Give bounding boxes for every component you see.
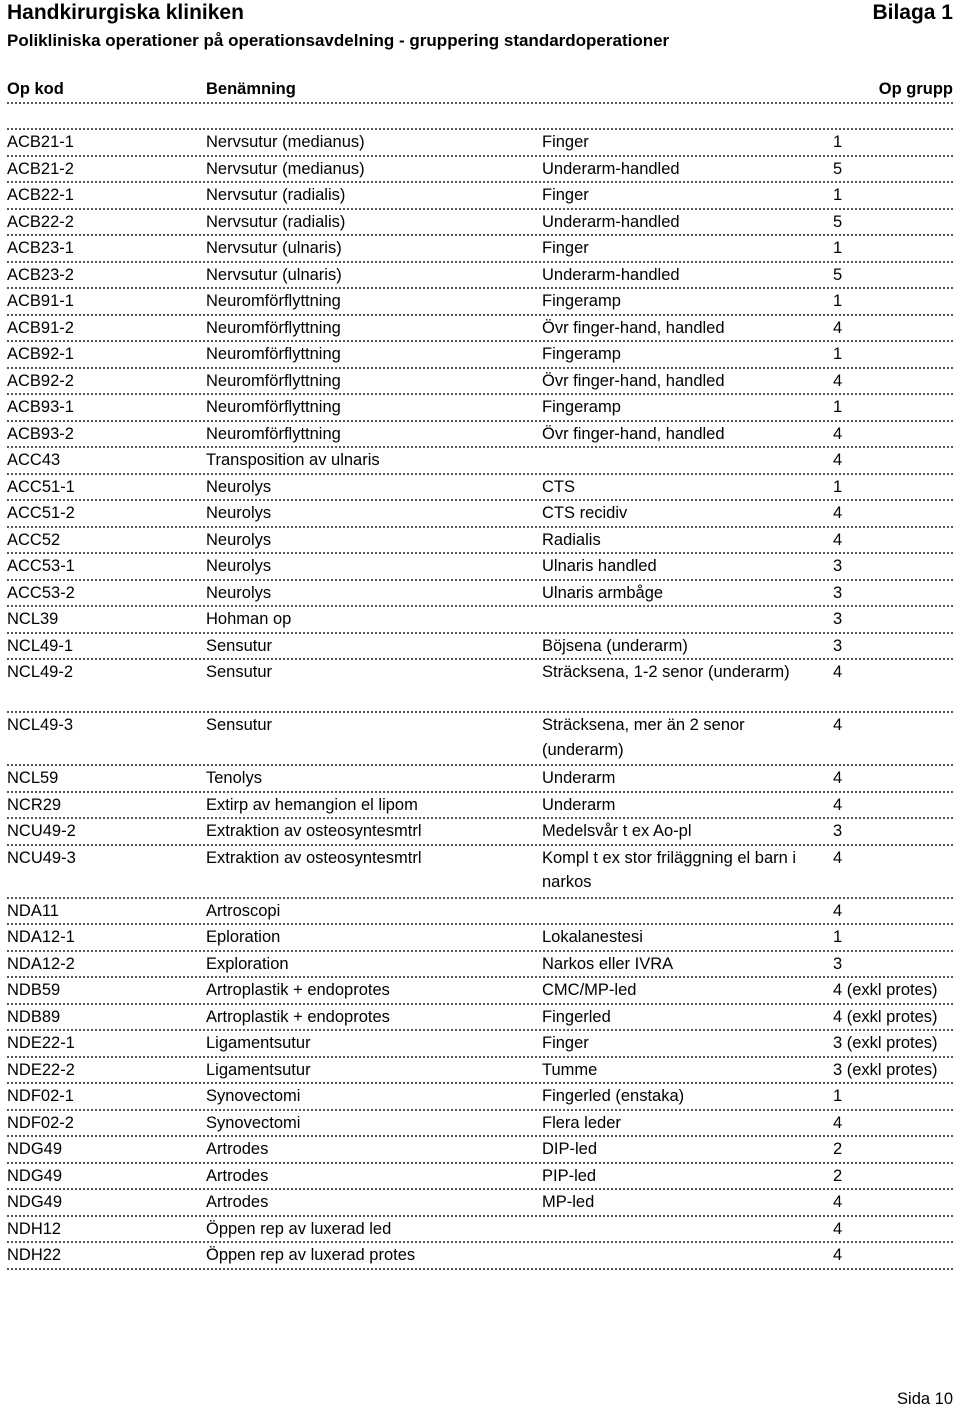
cell-group: 3 xyxy=(833,583,843,602)
title-row xyxy=(7,0,953,26)
cell-code: NCL49-2 xyxy=(7,663,74,681)
table-row xyxy=(7,475,953,502)
cell-group: 4 xyxy=(833,318,843,337)
table-row xyxy=(7,395,953,422)
table-row xyxy=(7,1164,953,1191)
table-row xyxy=(7,1137,953,1164)
cell-name: Artroscopi xyxy=(206,901,281,920)
column-header-group: Op grupp xyxy=(878,80,953,98)
table-row xyxy=(7,210,953,237)
cell-detail: MP-led xyxy=(542,1193,595,1211)
cell-name: Neuromförflyttning xyxy=(206,292,341,310)
table-row xyxy=(7,581,953,608)
table-row xyxy=(7,978,953,1005)
cell-detail: PIP-led xyxy=(542,1166,597,1185)
cell-group: 1 xyxy=(833,186,843,204)
cell-detail: Fingeramp xyxy=(542,292,621,310)
cell-code: NDA12-2 xyxy=(7,954,75,973)
cell-group: 1 xyxy=(833,239,843,257)
cell-group: 3 xyxy=(833,954,843,973)
cell-code: NDH12 xyxy=(7,1219,62,1238)
cell-group: 3 xyxy=(833,557,843,575)
table-row xyxy=(7,236,953,263)
cell-detail: Ulnaris armbåge xyxy=(542,583,664,602)
table-row xyxy=(7,1058,953,1085)
cell-code: NDG49 xyxy=(7,1193,63,1211)
cell-detail: Lokalanestesi xyxy=(542,928,643,946)
table-row xyxy=(7,316,953,343)
cell-detail: Underarm-handled xyxy=(542,212,680,231)
cell-code: NDF02-1 xyxy=(7,1087,74,1105)
cell-group: 5 xyxy=(833,265,843,284)
table-row xyxy=(7,713,953,766)
cell-group: 1 xyxy=(833,292,843,310)
table-header xyxy=(7,78,953,104)
cell-code: ACB92-2 xyxy=(7,371,74,390)
cell-group: 4 xyxy=(833,1219,843,1238)
cell-group: 3 xyxy=(833,822,843,840)
cell-name: Artroplastik + endoprotes xyxy=(206,1007,390,1026)
document-subtitle: Polikliniska operationer på operationsavdelning - gruppering standardoperationer xyxy=(7,31,670,50)
cell-name: Tenolys xyxy=(206,769,262,787)
table-row xyxy=(7,1190,953,1217)
table-row xyxy=(7,1111,953,1138)
cell-code: ACB23-2 xyxy=(7,265,74,284)
table-row xyxy=(7,952,953,979)
cell-detail: DIP-led xyxy=(542,1140,598,1158)
cell-code: NDH22 xyxy=(7,1246,62,1264)
cell-code: NCL39 xyxy=(7,610,59,628)
cell-code: ACB93-2 xyxy=(7,424,74,443)
cell-name: Artroplastik + endoprotes xyxy=(206,981,390,999)
cell-name: Extraktion av osteosyntesmtrl xyxy=(206,848,422,867)
cell-group: 1 xyxy=(833,477,843,496)
cell-group: 4 xyxy=(833,716,843,734)
cell-code: ACC51-1 xyxy=(7,477,75,496)
cell-name: Neurolys xyxy=(206,504,272,522)
cell-group: 4 xyxy=(833,451,843,469)
cell-group: 4 xyxy=(833,663,843,681)
cell-name: Neuromförflyttning xyxy=(206,424,341,443)
cell-detail: Övr finger-hand, handled xyxy=(542,371,725,390)
cell-group: 4 xyxy=(833,504,843,522)
cell-name: Sensutur xyxy=(206,636,273,655)
cell-detail: Sträcksena, mer än 2 senor (underarm) xyxy=(542,716,745,759)
cell-detail: CTS xyxy=(542,477,575,496)
table-row xyxy=(7,289,953,316)
cell-name: Neuromförflyttning xyxy=(206,345,341,363)
cell-code: ACC52 xyxy=(7,530,61,549)
cell-code: NDA11 xyxy=(7,901,59,920)
cell-detail: Sträcksena, 1-2 senor (underarm) xyxy=(542,663,790,681)
cell-detail: Fingerled (enstaka) xyxy=(542,1087,685,1105)
table-row xyxy=(7,528,953,555)
cell-code: ACB23-1 xyxy=(7,239,74,257)
cell-name: Ligamentsutur xyxy=(206,1060,311,1079)
cell-group: 5 xyxy=(833,212,843,231)
table-row xyxy=(7,634,953,661)
cell-code: ACB22-2 xyxy=(7,212,74,231)
cell-name: Synovectomi xyxy=(206,1087,301,1105)
cell-name: Neurolys xyxy=(206,557,272,575)
cell-name: Extirp av hemangion el lipom xyxy=(206,795,418,814)
table-row xyxy=(7,660,953,713)
table-row xyxy=(7,501,953,528)
cell-group: 2 xyxy=(833,1140,843,1158)
cell-group: 4 (exkl protes) xyxy=(833,1007,938,1026)
cell-detail: Fingeramp xyxy=(542,345,621,363)
cell-code: NCU49-2 xyxy=(7,822,76,840)
cell-detail: CMC/MP-led xyxy=(542,981,637,999)
cell-detail: Finger xyxy=(542,133,589,151)
cell-group: 3 (exkl protes) xyxy=(833,1060,938,1079)
cell-name: Öppen rep av luxerad protes xyxy=(206,1246,416,1264)
table-row xyxy=(7,422,953,449)
cell-group: 4 xyxy=(833,1193,843,1211)
table-row xyxy=(7,793,953,820)
table-row xyxy=(7,1217,953,1244)
cell-group: 1 xyxy=(833,1087,843,1105)
cell-detail: Övr finger-hand, handled xyxy=(542,318,725,337)
table-row xyxy=(7,1084,953,1111)
table-row xyxy=(7,554,953,581)
cell-code: ACB93-1 xyxy=(7,398,74,416)
cell-detail: Underarm xyxy=(542,795,616,814)
cell-name: Neuromförflyttning xyxy=(206,398,341,416)
cell-code: NDE22-2 xyxy=(7,1060,75,1079)
cell-detail: Narkos eller IVRA xyxy=(542,954,674,973)
cell-group: 1 xyxy=(833,133,843,151)
cell-name: Ligamentsutur xyxy=(206,1034,311,1052)
cell-name: Sensutur xyxy=(206,716,273,734)
cell-code: NDB89 xyxy=(7,1007,61,1026)
cell-code: ACC51-2 xyxy=(7,504,75,522)
table-row xyxy=(7,183,953,210)
cell-group: 3 xyxy=(833,610,843,628)
table-row xyxy=(7,766,953,793)
cell-code: NCU49-3 xyxy=(7,848,76,867)
cell-group: 1 xyxy=(833,345,843,363)
cell-detail: Finger xyxy=(542,186,589,204)
cell-group: 4 xyxy=(833,424,843,443)
table-row xyxy=(7,157,953,184)
cell-detail: Medelsvår t ex Ao-pl xyxy=(542,822,692,840)
cell-detail: CTS recidiv xyxy=(542,504,628,522)
table-row xyxy=(7,342,953,369)
cell-group: 4 xyxy=(833,795,843,814)
cell-group: 5 xyxy=(833,159,843,178)
cell-code: NCL49-3 xyxy=(7,716,74,734)
cell-name: Artrodes xyxy=(206,1140,269,1158)
cell-name: Neuromförflyttning xyxy=(206,371,341,390)
cell-name: Nervsutur (ulnaris) xyxy=(206,265,342,284)
page-number: Sida 10 xyxy=(897,1390,953,1408)
cell-name: Neurolys xyxy=(206,530,272,549)
table-row xyxy=(7,1005,953,1032)
cell-code: NCR29 xyxy=(7,795,62,814)
cell-code: ACC53-1 xyxy=(7,557,75,575)
cell-name: Nervsutur (ulnaris) xyxy=(206,239,342,257)
cell-code: ACB22-1 xyxy=(7,186,74,204)
table-row xyxy=(7,263,953,290)
table-row xyxy=(7,819,953,846)
cell-detail: Böjsena (underarm) xyxy=(542,636,688,655)
cell-name: Neurolys xyxy=(206,477,272,496)
table-row xyxy=(7,846,953,899)
cell-name: Nervsutur (medianus) xyxy=(206,133,365,151)
cell-detail: Radialis xyxy=(542,530,601,549)
cell-name: Sensutur xyxy=(206,663,273,681)
cell-group: 4 xyxy=(833,769,843,787)
cell-code: NDB59 xyxy=(7,981,61,999)
cell-code: ACC53-2 xyxy=(7,583,75,602)
cell-detail: Underarm xyxy=(542,769,616,787)
cell-name: Nervsutur (medianus) xyxy=(206,159,365,178)
cell-group: 3 (exkl protes) xyxy=(833,1034,938,1052)
cell-group: 4 xyxy=(833,1113,843,1132)
cell-name: Synovectomi xyxy=(206,1113,301,1132)
cell-group: 4 xyxy=(833,530,843,549)
cell-group: 4 xyxy=(833,901,843,920)
cell-detail: Finger xyxy=(542,239,589,257)
cell-group: 4 xyxy=(833,848,843,867)
cell-code: ACB92-1 xyxy=(7,345,74,363)
cell-code: NDG49 xyxy=(7,1140,63,1158)
cell-name: Nervsutur (radialis) xyxy=(206,186,346,204)
table-row xyxy=(7,925,953,952)
document-title: Handkirurgiska kliniken xyxy=(7,1,244,24)
table-row xyxy=(7,369,953,396)
column-header-code: Op kod xyxy=(7,80,64,98)
cell-code: NDA12-1 xyxy=(7,928,75,946)
cell-detail: Flera leder xyxy=(542,1113,621,1132)
operations-table xyxy=(7,128,953,1270)
table-row xyxy=(7,1031,953,1058)
cell-code: NDF02-2 xyxy=(7,1113,74,1132)
column-header-name: Benämning xyxy=(206,80,296,98)
cell-name: Transposition av ulnaris xyxy=(206,451,380,469)
cell-detail: Kompl t ex stor friläggning el barn i narkos xyxy=(542,848,797,891)
table-row xyxy=(7,607,953,634)
table-row xyxy=(7,899,953,926)
cell-name: Eploration xyxy=(206,928,281,946)
cell-name: Artrodes xyxy=(206,1166,269,1185)
cell-detail: Fingeramp xyxy=(542,398,621,416)
cell-name: Nervsutur (radialis) xyxy=(206,212,346,231)
cell-name: Neurolys xyxy=(206,583,272,602)
cell-code: ACB91-1 xyxy=(7,292,74,310)
cell-detail: Underarm-handled xyxy=(542,265,680,284)
cell-group: 4 xyxy=(833,371,843,390)
cell-code: NCL59 xyxy=(7,769,59,787)
cell-code: ACB21-2 xyxy=(7,159,74,178)
cell-name: Hohman op xyxy=(206,610,292,628)
cell-code: ACB91-2 xyxy=(7,318,74,337)
cell-name: Öppen rep av luxerad led xyxy=(206,1219,392,1238)
cell-name: Exploration xyxy=(206,954,289,973)
cell-group: 3 xyxy=(833,636,843,655)
cell-group: 1 xyxy=(833,928,843,946)
cell-code: ACC43 xyxy=(7,451,61,469)
table-row xyxy=(7,130,953,157)
cell-detail: Tumme xyxy=(542,1060,598,1079)
appendix-label: Bilaga 1 xyxy=(872,1,953,24)
cell-group: 4 xyxy=(833,1246,843,1264)
table-row xyxy=(7,1243,953,1270)
cell-detail: Ulnaris handled xyxy=(542,557,657,575)
cell-group: 4 (exkl protes) xyxy=(833,981,938,999)
cell-code: NCL49-1 xyxy=(7,636,74,655)
cell-group: 2 xyxy=(833,1166,843,1185)
table-row xyxy=(7,448,953,475)
cell-detail: Finger xyxy=(542,1034,589,1052)
cell-name: Artrodes xyxy=(206,1193,269,1211)
cell-name: Neuromförflyttning xyxy=(206,318,341,337)
cell-detail: Underarm-handled xyxy=(542,159,680,178)
cell-group: 1 xyxy=(833,398,843,416)
cell-detail: Fingerled xyxy=(542,1007,611,1026)
cell-name: Extraktion av osteosyntesmtrl xyxy=(206,822,422,840)
cell-detail: Övr finger-hand, handled xyxy=(542,424,725,443)
cell-code: NDE22-1 xyxy=(7,1034,75,1052)
cell-code: NDG49 xyxy=(7,1166,63,1185)
cell-code: ACB21-1 xyxy=(7,133,74,151)
